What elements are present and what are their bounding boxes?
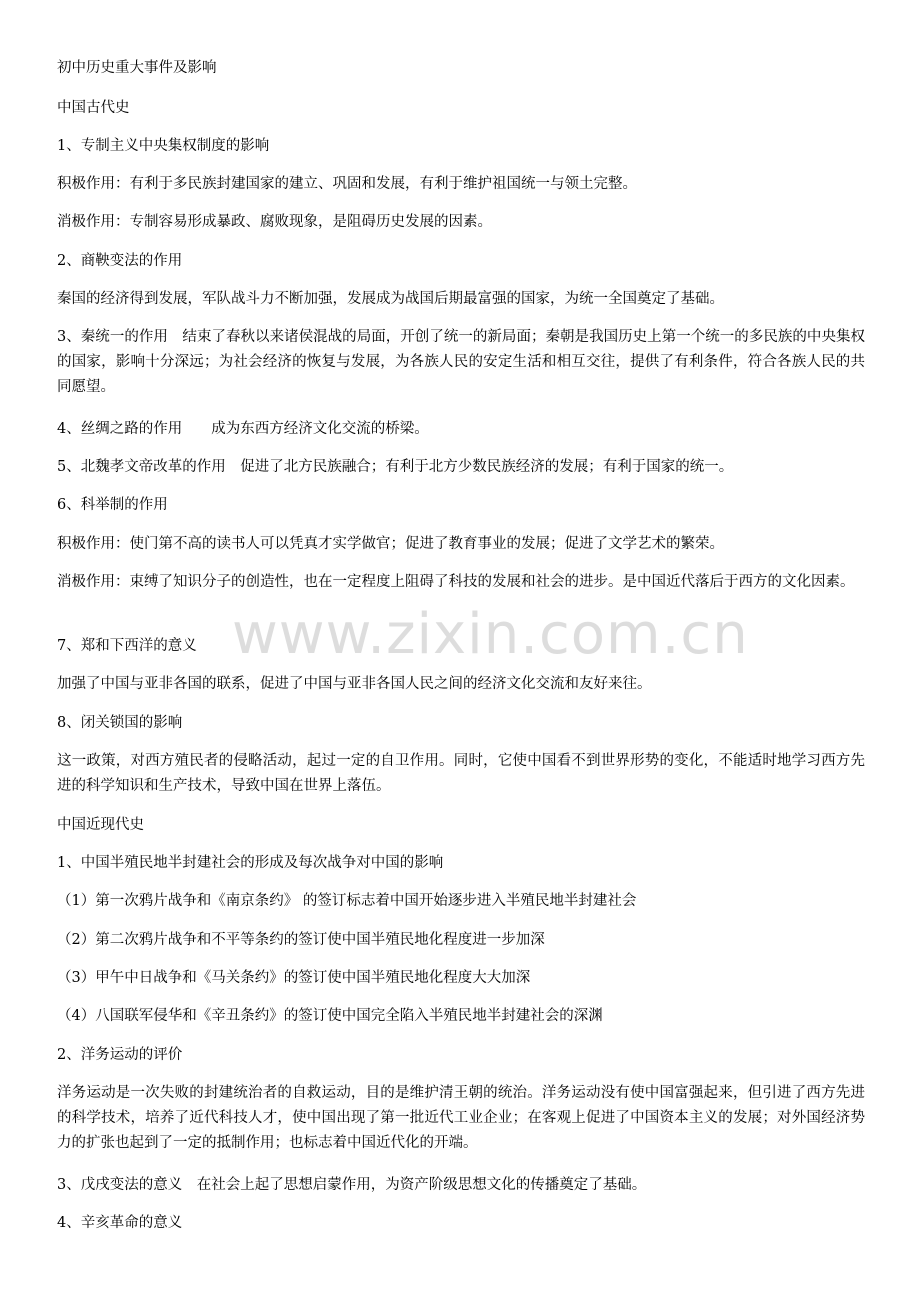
modern1-sub2: （2）第二次鸦片战争和不平等条约的签订使中国半殖民地化程度进一步加深 <box>57 932 545 948</box>
modern2-heading: 2、洋务运动的评价 <box>57 1047 183 1063</box>
item6-heading: 6、科举制的作用 <box>57 497 168 513</box>
modern1-sub3: （3）甲午中日战争和《马关条约》的签订使中国半殖民地化程度大大加深 <box>57 970 531 986</box>
item1-heading: 1、专制主义中央集权制度的影响 <box>57 138 270 154</box>
item8-paragraph: 这一政策，对西方殖民者的侵略活动，起过一定的自卫作用。同时，它使中国看不到世界形势的变化，不能适时地学习西方先进的科学知识和生产技术，导致中国在世界上落伍。 <box>57 753 865 794</box>
item6-positive: 积极作用：使门第不高的读书人可以凭真才实学做官；促进了教育事业的发展；促进了文学艺术的繁荣。 <box>57 536 724 552</box>
item8-heading: 8、闭关锁国的影响 <box>57 715 183 731</box>
item6-negative: 消极作用：束缚了知识分子的创造性，也在一定程度上阻碍了科技的发展和社会的进步。是中国近代落后于西方的文化因素。 <box>57 574 855 590</box>
section-heading-ancient: 中国古代史 <box>57 100 130 116</box>
item1-positive: 积极作用：有利于多民族封建国家的建立、巩固和发展，有利于维护祖国统一与领土完整。 <box>57 176 637 192</box>
item1-negative: 消极作用：专制容易形成暴政、腐败现象，是阻碍历史发展的因素。 <box>57 214 492 230</box>
modern1-heading: 1、中国半殖民地半封建社会的形成及每次战争对中国的影响 <box>57 855 444 871</box>
item3-paragraph: 3、秦统一的作用 结束了春秋以来诸侯混战的局面，开创了统一的新局面；秦朝是我国历史上第一个统一的多民族的中央集权的国家，影响十分深远；为社会经济的恢复与发展，为各族人民的安定生活和相互交往，提供了有利条件，符合各族人民的共同愿望。 <box>57 329 865 395</box>
item7-text: 加强了中国与亚非各国的联系，促进了中国与亚非各国人民之间的经济文化交流和友好来往。 <box>57 676 652 692</box>
item2-text: 秦国的经济得到发展，军队战斗力不断加强，发展成为战国后期最富强的国家，为统一全国奠定了基础。 <box>57 291 724 307</box>
watermark: www.zixin.com.cn <box>232 602 749 667</box>
item2-heading: 2、商鞅变法的作用 <box>57 253 183 269</box>
modern3-paragraph: 3、戊戌变法的意义 在社会上起了思想启蒙作用，为资产阶级思想文化的传播奠定了基础。 <box>57 1177 647 1193</box>
modern4-heading: 4、辛亥革命的意义 <box>57 1215 183 1231</box>
item7-heading: 7、郑和下西洋的意义 <box>57 638 197 654</box>
item4-paragraph: 4、丝绸之路的作用 成为东西方经济文化交流的桥梁。 <box>57 421 429 437</box>
modern1-sub1: （1）第一次鸦片战争和《南京条约》 的签订标志着中国开始逐步进入半殖民地半封建社会 <box>57 893 637 909</box>
item5-paragraph: 5、北魏孝文帝改革的作用 促进了北方民族融合；有利于北方少数民族经济的发展；有利于国家的统一。 <box>57 459 734 475</box>
modern1-sub4: （4）八国联军侵华和《辛丑条约》的签订使中国完全陷入半殖民地半封建社会的深渊 <box>57 1008 603 1024</box>
document-title: 初中历史重大事件及影响 <box>57 60 217 76</box>
modern2-paragraph: 洋务运动是一次失败的封建统治者的自救运动，目的是维护清王朝的统治。洋务运动没有使中国富强起来，但引进了西方先进的科学技术，培养了近代科技人才，使中国出现了第一批近代工业企业；在客观上促进了中国资本主义的发展；对外国经济势力的扩张也起到了一定的抵制作用；也标志着中国近代化的开端。 <box>57 1085 865 1151</box>
section-heading-modern: 中国近现代史 <box>57 817 144 833</box>
